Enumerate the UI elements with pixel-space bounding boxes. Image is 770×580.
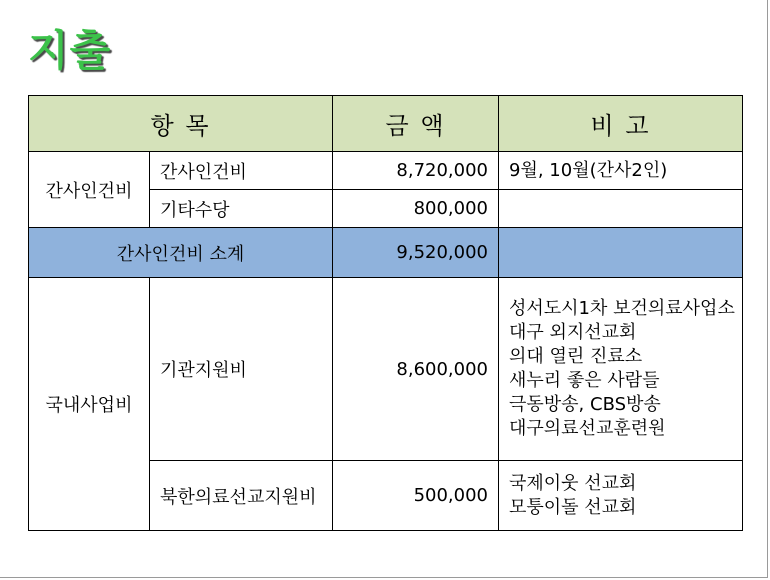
note-line: 성서도시1차 보건의료사업소 xyxy=(509,298,735,319)
note-line: 모퉁이돌 선교회 xyxy=(509,496,637,518)
subtotal-row xyxy=(29,228,743,278)
note-line: 국제이웃 선교회 xyxy=(509,472,637,494)
table-header-row xyxy=(29,96,743,152)
amount-cell: 800,000 xyxy=(333,190,499,228)
note-line: 9월, 10월(간사2인) xyxy=(509,159,668,181)
subtotal-label: 간사인건비 소계 xyxy=(29,228,333,278)
category-cell: 간사인건비 xyxy=(29,152,150,228)
expense-table xyxy=(28,95,743,531)
note-line: 대구의료선교훈련원 xyxy=(509,418,666,439)
item-cell: 간사인건비 xyxy=(150,152,333,190)
note-cell xyxy=(499,278,743,461)
note-line: 극동방송, CBS방송 xyxy=(509,394,661,415)
header-amount: 금 액 xyxy=(333,96,499,152)
note-line: 새누리 좋은 사람들 xyxy=(509,370,660,391)
note-line: 의대 열린 진료소 xyxy=(509,346,643,367)
header-item: 항 목 xyxy=(29,96,333,152)
item-cell: 기관지원비 xyxy=(150,278,333,461)
note-cell xyxy=(499,152,743,190)
subtotal-amount: 9,520,000 xyxy=(333,228,499,278)
category-cell: 국내사업비 xyxy=(29,278,150,531)
amount-cell: 8,720,000 xyxy=(333,152,499,190)
note-cell xyxy=(499,190,743,228)
header-note: 비 고 xyxy=(499,96,743,152)
page-title: 지출 xyxy=(28,26,112,75)
amount-cell: 8,600,000 xyxy=(333,278,499,461)
item-cell: 기타수당 xyxy=(150,190,333,228)
amount-cell: 500,000 xyxy=(333,461,499,531)
note-cell xyxy=(499,461,743,531)
note-line: 대구 외지선교회 xyxy=(509,322,637,343)
table-row xyxy=(29,278,743,461)
item-cell: 북한의료선교지원비 xyxy=(150,461,333,531)
table-row xyxy=(29,152,743,190)
note-cell xyxy=(499,228,743,278)
